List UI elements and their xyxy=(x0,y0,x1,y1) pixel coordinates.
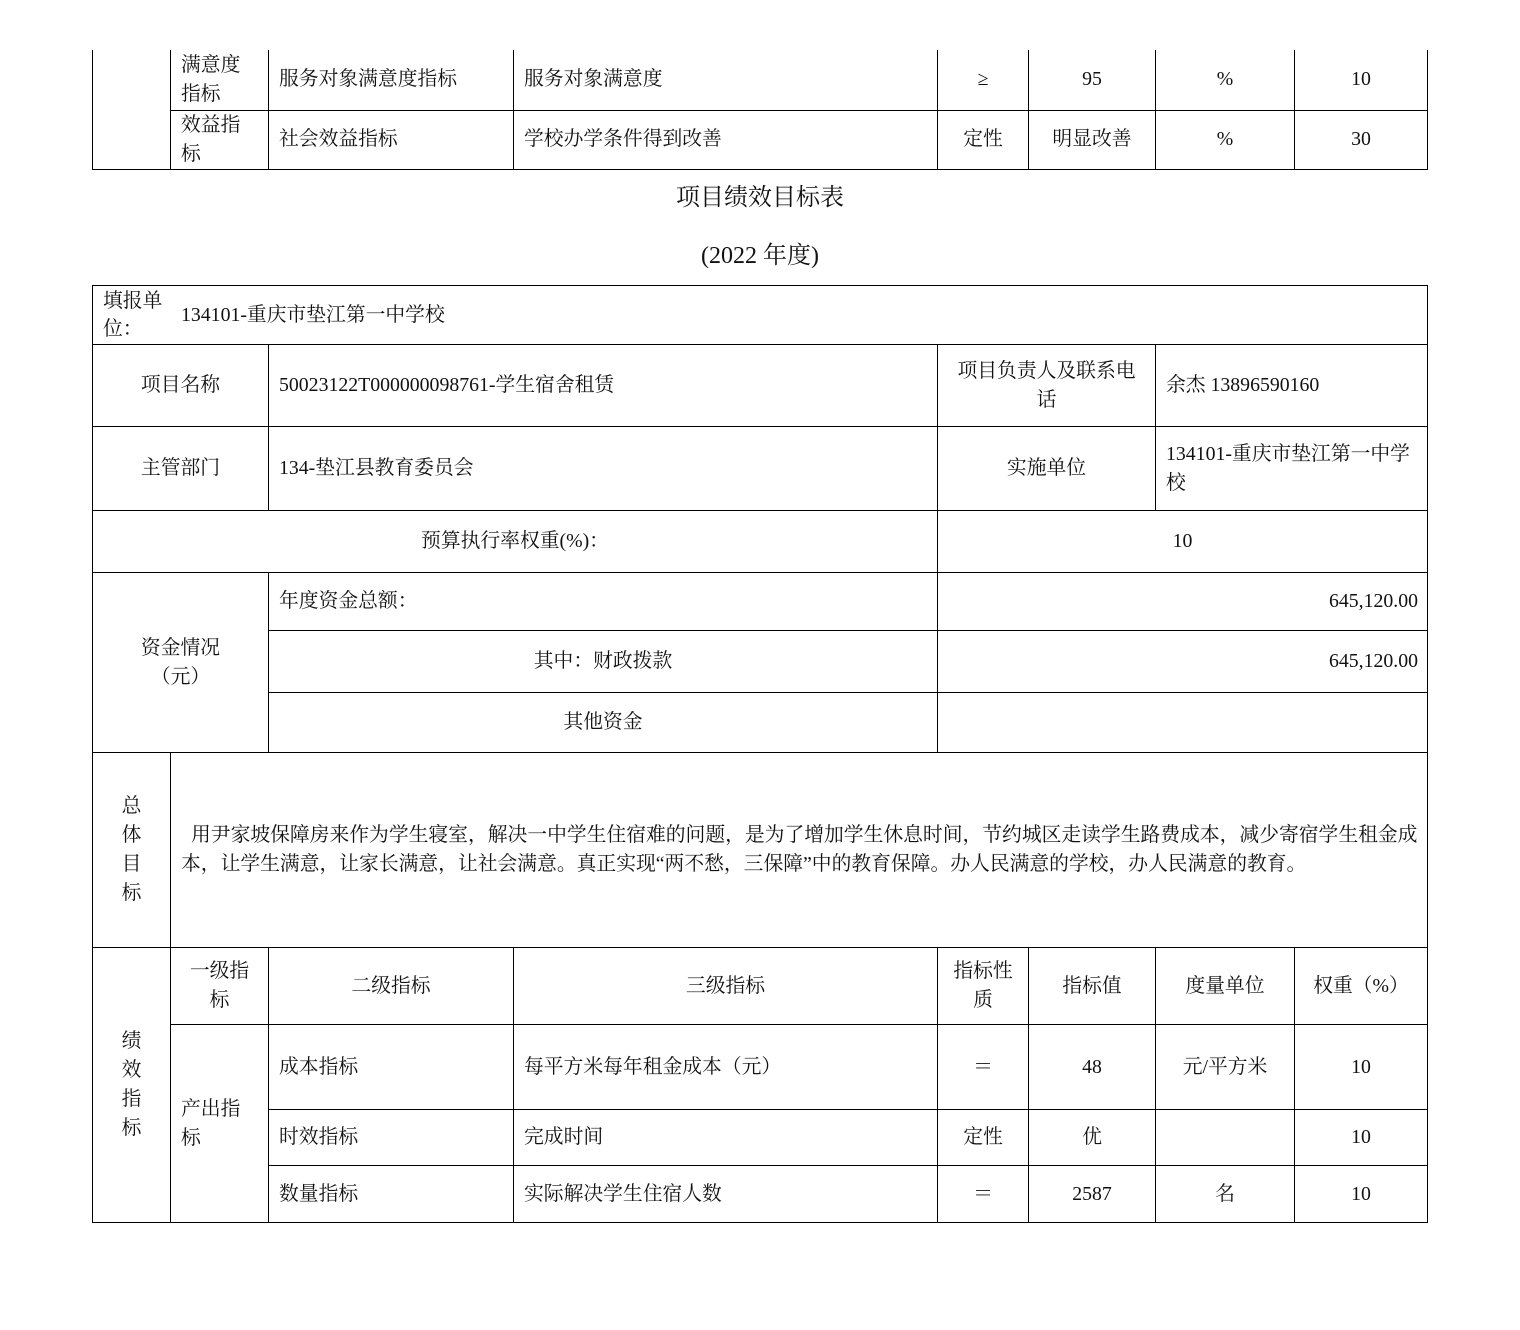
filling-unit-label: 填报单位： xyxy=(103,290,163,340)
level1-cell: 产出指标 xyxy=(171,1025,269,1223)
empty-cell xyxy=(93,50,171,169)
overall-goal-text: 用尹家坡保障房来作为学生寝室，解决一中学生住宿难的问题，是为了增加学生休息时间，节约城区走读学生路费成本，减少寄宿学生租金成本，让学生满意，让家长满意，让社会满意。真正实现“两不愁，三保障”中的教育保障。办人民满意的学校，办人民满意的教育。 xyxy=(171,753,1428,948)
header-value: 指标值 xyxy=(1029,948,1156,1025)
overall-goal-label-cell xyxy=(93,753,171,948)
department-label: 主管部门 xyxy=(93,427,269,511)
funds-other-value xyxy=(938,693,1428,753)
level3-cell: 服务对象满意度 xyxy=(514,50,938,110)
level2-cell: 成本指标 xyxy=(269,1025,514,1110)
level2-cell: 社会效益指标 xyxy=(269,110,514,169)
value-cell: 2587 xyxy=(1029,1166,1156,1223)
value-cell: 明显改善 xyxy=(1029,110,1156,169)
funds-other-label: 其他资金 xyxy=(269,693,938,753)
page-subtitle: (2022 年度) xyxy=(701,243,819,269)
filling-unit-cell xyxy=(93,286,1428,345)
budget-weight-label: 预算执行率权重(%)： xyxy=(93,511,938,573)
level3-cell: 完成时间 xyxy=(514,1110,938,1166)
funds-fiscal-label: 其中：财政拨款 xyxy=(269,631,938,693)
nature-cell: 定性 xyxy=(938,110,1029,169)
level3-cell: 每平方米每年租金成本（元） xyxy=(514,1025,938,1110)
project-leader-label: 项目负责人及联系电话 xyxy=(938,345,1156,427)
table-row xyxy=(93,1166,1428,1223)
department-value: 134-垫江县教育委员会 xyxy=(269,427,938,511)
weight-cell: 10 xyxy=(1295,50,1428,110)
indicators-label-cell xyxy=(93,948,171,1223)
funds-label: 资金情况 xyxy=(140,636,221,659)
project-name-row xyxy=(93,345,1428,427)
value-cell: 48 xyxy=(1029,1025,1156,1110)
implementing-unit-label: 实施单位 xyxy=(938,427,1156,511)
weight-cell: 10 xyxy=(1295,1025,1428,1110)
project-name-label: 项目名称 xyxy=(93,345,269,427)
funds-total-label: 年度资金总额： xyxy=(269,573,938,631)
previous-indicator-table xyxy=(92,50,1428,170)
nature-cell: ＝ xyxy=(938,1166,1029,1223)
funds-label-cell xyxy=(93,573,269,753)
funds-unit-label: （元） xyxy=(150,665,211,688)
performance-goal-table xyxy=(92,285,1428,1223)
table-row xyxy=(93,50,1428,110)
header-unit: 度量单位 xyxy=(1156,948,1295,1025)
table-row xyxy=(93,1025,1428,1110)
weight-cell: 10 xyxy=(1295,1110,1428,1166)
value-cell: 优 xyxy=(1029,1110,1156,1166)
unit-cell: % xyxy=(1156,110,1295,169)
header-level3: 三级指标 xyxy=(514,948,938,1025)
funds-total-row xyxy=(93,573,1428,631)
header-level1: 一级指标 xyxy=(171,948,269,1025)
unit-cell: 元/平方米 xyxy=(1156,1025,1295,1110)
indicator-header-row xyxy=(93,948,1428,1025)
value-cell: 95 xyxy=(1029,50,1156,110)
level2-cell: 服务对象满意度指标 xyxy=(269,50,514,110)
weight-cell: 10 xyxy=(1295,1166,1428,1223)
nature-cell: ≥ xyxy=(938,50,1029,110)
funds-total-value: 645,120.00 xyxy=(938,573,1428,631)
overall-goal-row xyxy=(93,753,1428,948)
indicators-label: 绩效指标 xyxy=(121,1030,142,1139)
header-nature: 指标性质 xyxy=(938,948,1029,1025)
nature-cell: ＝ xyxy=(938,1025,1029,1110)
funds-fiscal-row xyxy=(93,631,1428,693)
budget-weight-row xyxy=(93,511,1428,573)
level1-cell: 满意度指标 xyxy=(171,50,269,110)
header-level2: 二级指标 xyxy=(269,948,514,1025)
table-row xyxy=(93,1110,1428,1166)
unit-cell xyxy=(1156,1110,1295,1166)
overall-goal-label: 总体目标 xyxy=(121,795,142,904)
unit-cell: 名 xyxy=(1156,1166,1295,1223)
weight-cell: 30 xyxy=(1295,110,1428,169)
level3-cell: 实际解决学生住宿人数 xyxy=(514,1166,938,1223)
table-row xyxy=(93,110,1428,169)
page-title: 项目绩效目标表 xyxy=(676,185,844,211)
level1-cell: 效益指标 xyxy=(171,110,269,169)
level3-cell: 学校办学条件得到改善 xyxy=(514,110,938,169)
implementing-unit-value: 134101-重庆市垫江第一中学校 xyxy=(1156,427,1428,511)
funds-other-row xyxy=(93,693,1428,753)
filling-unit-value: 134101-重庆市垫江第一中学校 xyxy=(181,303,445,326)
budget-weight-value: 10 xyxy=(938,511,1428,573)
level2-cell: 数量指标 xyxy=(269,1166,514,1223)
funds-fiscal-value: 645,120.00 xyxy=(938,631,1428,693)
nature-cell: 定性 xyxy=(938,1110,1029,1166)
unit-cell: % xyxy=(1156,50,1295,110)
department-row xyxy=(93,427,1428,511)
filling-unit-row xyxy=(93,286,1428,345)
header-weight: 权重（%） xyxy=(1295,948,1428,1025)
project-name-value: 50023122T000000098761-学生宿舍租赁 xyxy=(269,345,938,427)
level2-cell: 时效指标 xyxy=(269,1110,514,1166)
project-leader-value: 余杰 13896590160 xyxy=(1156,345,1428,427)
